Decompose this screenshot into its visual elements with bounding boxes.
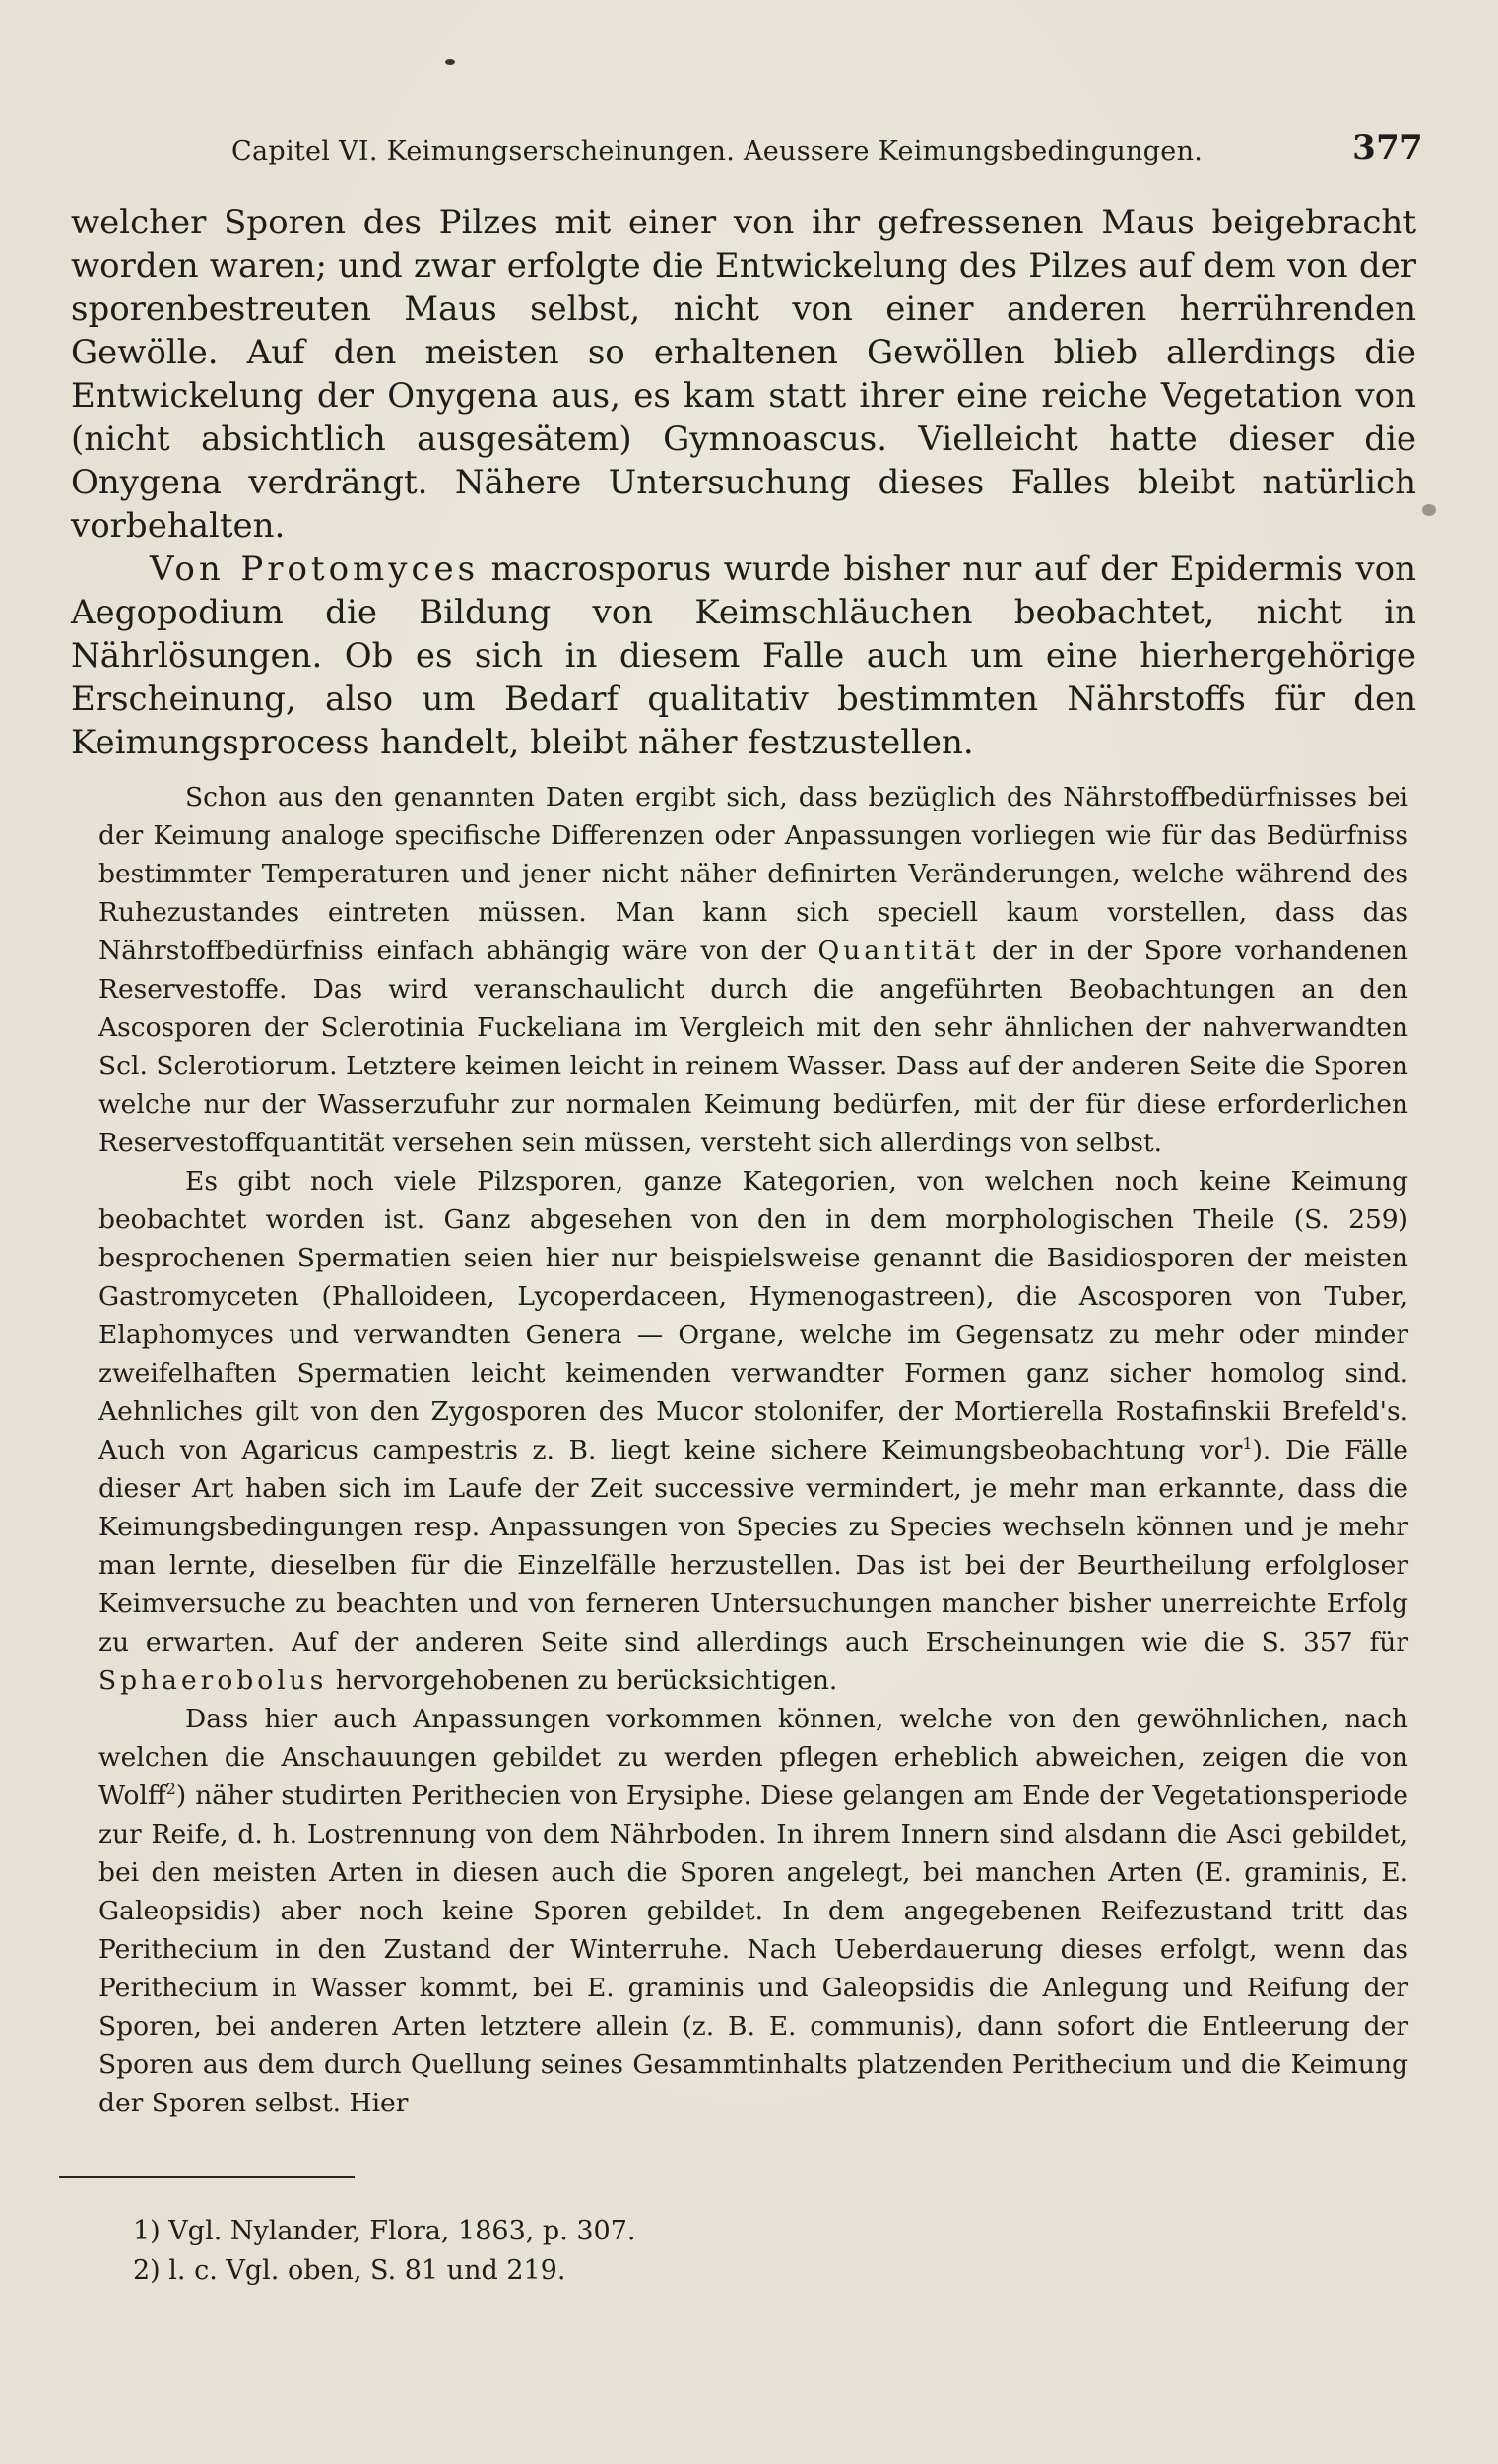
footnote-divider <box>59 2176 355 2178</box>
paragraph-text: Schon aus den genannten Daten ergibt sich, dass bezüglich des Nährstoffbedürfnisses bei der Keimung analoge specifische Differenzen oder Anpassungen vorliegen wie für das Bedürfniss bestimmter Temperaturen und jener nicht näher definirten Veränderungen, welche während des Ruhezustandes eintreten müssen. Man kann sich speciell kaum vorstellen, dass das Nährstoffbedürfniss einfach abhängig wäre von der <box>98 782 1408 966</box>
paragraph-nutrient-needs <box>98 778 1408 1162</box>
paragraph-continued <box>71 201 1416 548</box>
running-header <box>231 126 1423 185</box>
paragraph-text: Dass hier auch Anpassungen vorkommen können, welche von den gewöhnlichen, nach welchen die Anschauungen gebildet zu werden pflegen erheblich abweichen, zeigen die von Wolff <box>98 1704 1408 1811</box>
running-title: Capitel VI. Keimungserscheinungen. Aeussere Keimungsbedingungen. <box>231 136 1204 166</box>
paragraph-ungerminated-spores <box>98 1162 1408 1700</box>
emphasized-term: Von Protomyces <box>150 550 480 589</box>
paragraph-erysiphe <box>98 1700 1408 2122</box>
paragraph-text: der in der Spore vorhandenen Reservestoffe. Das wird veranschaulicht durch die angeführten Beobachtungen an den Ascosporen der Sclerotinia Fuckeliana im Vergleich mit den sehr ähnlichen der nahverwandten Scl. Sclerotiorum. Letztere keimen leicht in reinem Wasser. Dass auf der anderen Seite die Sporen welche nur der Wasserzufuhr zur normalen Keimung bedürfen, mit der für diese erforderlichen Reservestoffquantität versehen sein müssen, versteht sich allerdings von selbst. <box>98 936 1408 1158</box>
footnotes <box>133 2212 635 2291</box>
emphasized-term: Sphaerobolus <box>98 1665 328 1696</box>
main-text <box>71 201 1416 764</box>
paragraph-protomyces <box>71 548 1416 764</box>
paragraph-text: ). Die Fälle dieser Art haben sich im Laufe der Zeit successive vermindert, je mehr man erkannte, dass die Keimungsbedingungen resp. Anpassungen von Species zu Species wechseln können und je mehr man lernte, dieselben für die Einzelfälle herzustellen. Das ist bei der Beurtheilung erfolgloser Keimversuche zu beachten und von ferneren Untersuchungen mancher bisher unerreichte Erfolg zu erwarten. Auf der anderen Seite sind allerdings auch Erscheinungen wie die S. 357 für <box>98 1435 1408 1657</box>
small-print-section <box>98 778 1408 2122</box>
footnote-ref: 2 <box>165 1780 176 1799</box>
paragraph-text: ) näher studirten Perithecien von Erysiphe. Diese gelangen am Ende der Vegetationsperiode zur Reife, d. h. Lostrennung von dem Nährboden. In ihrem Innern sind alsdann die Asci gebildet, bei den meisten Arten in diesen auch die Sporen angelegt, bei manchen Arten (E. graminis, E. Galeopsidis) aber noch keine Sporen gebildet. In dem angegebenen Reifezustand tritt das Perithecium in den Zustand der Winterruhe. Nach Ueberdauerung dieses erfolgt, wenn das Perithecium in Wasser kommt, bei E. graminis und Galeopsidis die Anlegung und Reifung der Sporen, bei anderen Arten letztere allein (z. B. E. communis), dann sofort die Entleerung der Sporen aus dem durch Quellung seines Gesammtinhalts platzenden Perithecium und die Keimung der Sporen selbst. Hier <box>98 1781 1408 2118</box>
paragraph-text: welcher Sporen des Pilzes mit einer von ihr gefressenen Maus beigebracht worden waren; und zwar erfolgte die Entwickelung des Pilzes auf dem von der sporenbestreuten Maus selbst, nicht von einer anderen herrührenden Gewölle. Auf den meisten so erhaltenen Gewöllen blieb allerdings die Entwickelung der Onygena aus, es kam statt ihrer eine reiche Vegetation von (nicht absichtlich ausgesätem) Gymnoascus. Vielleicht hatte dieser die Onygena verdrängt. Nähere Untersuchung dieses Falles bleibt natürlich vorbehalten. <box>71 203 1416 546</box>
footnote-2: 2) l. c. Vgl. oben, S. 81 und 219. <box>133 2255 566 2286</box>
footnote-1: 1) Vgl. Nylander, Flora, 1863, p. 307. <box>133 2216 636 2246</box>
footnote-ref: 1 <box>1242 1434 1253 1454</box>
ink-speck <box>1422 504 1436 516</box>
ink-speck <box>445 59 455 65</box>
paragraph-text: Es gibt noch viele Pilzsporen, ganze Kategorien, von welchen noch keine Keimung beobachtet worden ist. Ganz abgesehen von den in dem morphologischen Theile (S. 259) besprochenen Spermatien seien hier nur beispielsweise genannt die Basidiosporen der meisten Gastromyceten (Phalloideen, Lycoperdaceen, Hymenogastreen), die Ascosporen von Tuber, Elaphomyces und verwandten Genera — Organe, welche im Gegensatz zu mehr oder minder zweifelhaften Spermatien leicht keimenden verwandter Formen ganz sicher homolog sind. Aehnliches gilt von den Zygosporen des Mucor stolonifer, der Mortierella Rostafinskii Brefeld's. Auch von Agaricus campestris z. B. liegt keine sichere Keimungsbeobachtung vor <box>98 1166 1408 1465</box>
paragraph-text: hervorgehobenen zu berücksichtigen. <box>327 1665 838 1696</box>
paragraph-text: macrosporus wurde bisher nur auf der Epidermis von Aegopodium die Bildung von Keimschläuchen beobachtet, nicht in Nährlösungen. Ob es sich in diesem Falle auch um eine hierhergehörige Erscheinung, also um Bedarf qualitativ bestimmten Nährstoffs für den Keimungsprocess handelt, bleibt näher festzustellen. <box>71 550 1417 762</box>
page-number: 377 <box>1352 128 1423 167</box>
emphasized-term: Quantität <box>817 936 980 966</box>
